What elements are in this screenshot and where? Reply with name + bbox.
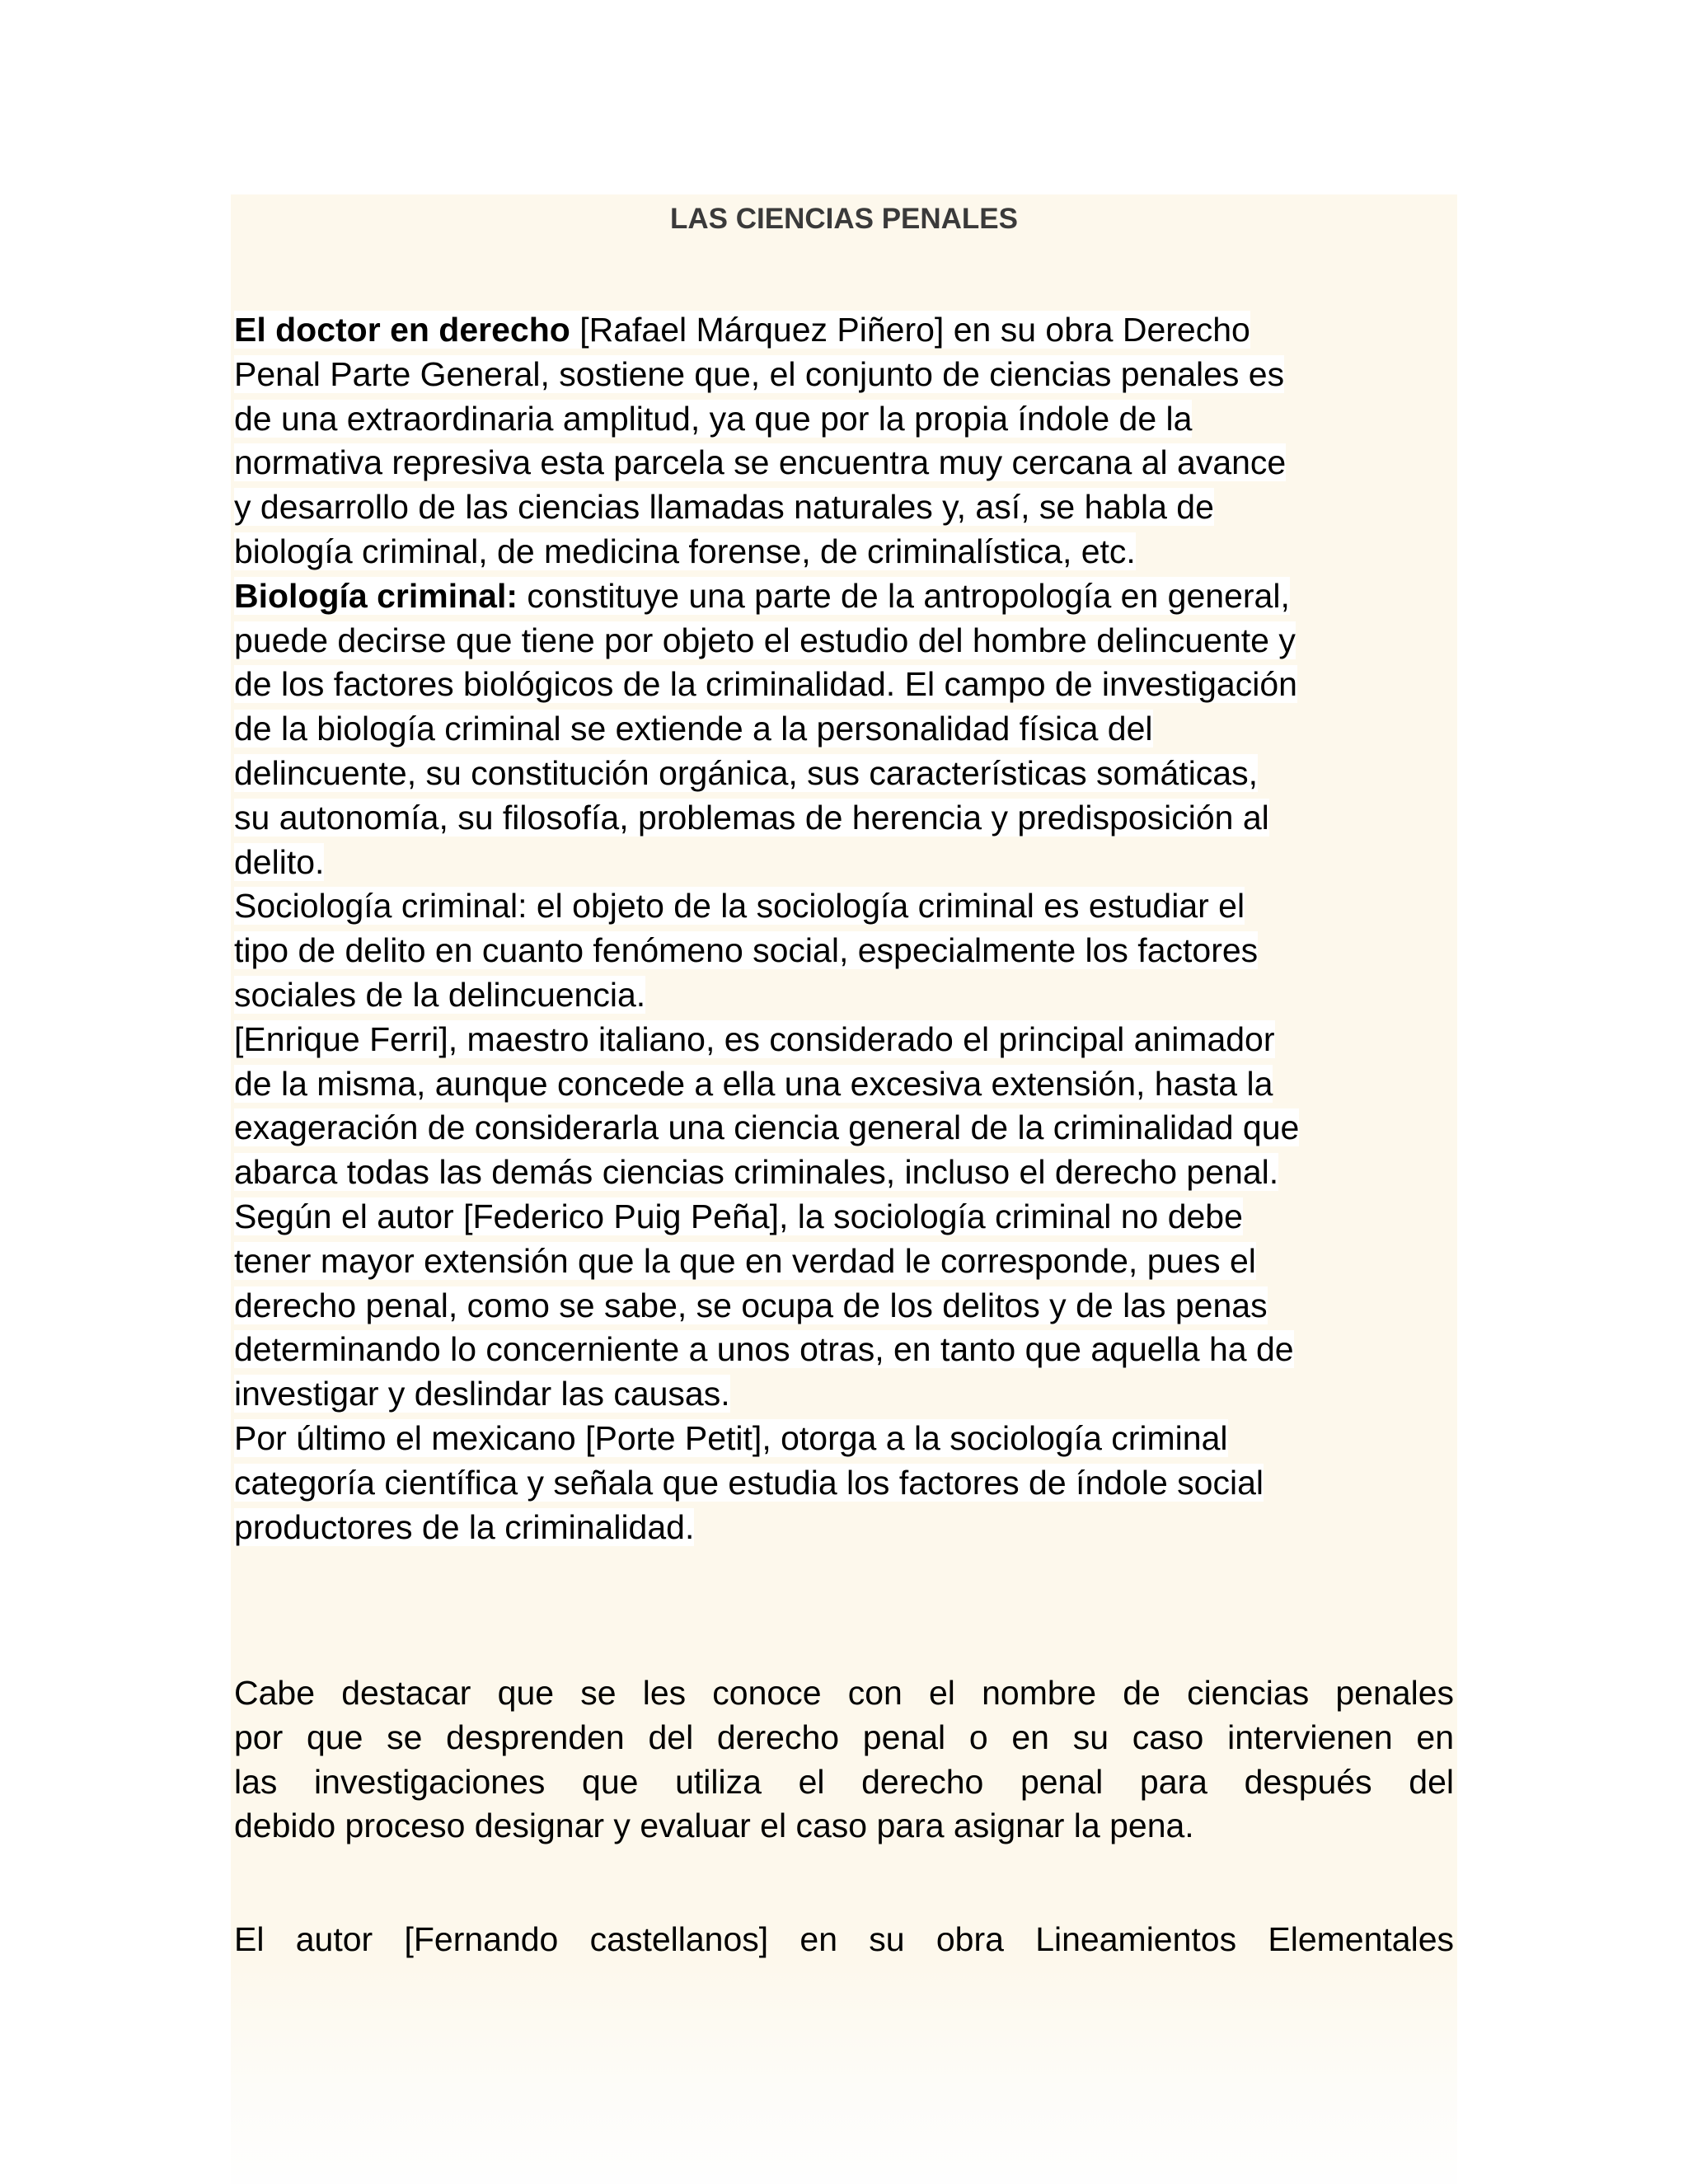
- line-text: sociales de la delincuencia.: [234, 975, 646, 1014]
- body-line: [234, 1106, 1454, 1151]
- body-line: [234, 973, 1454, 1018]
- line-text: [Enrique Ferri], maestro italiano, es considerado el principal animador: [234, 1019, 1275, 1058]
- line-text: categoría científica y señala que estudia los factores de índole social: [234, 1463, 1264, 1502]
- line-text: investigar y deslindar las causas.: [234, 1375, 730, 1413]
- body-line: [234, 884, 1454, 929]
- document-body: [234, 308, 1454, 1549]
- line-text: de la misma, aunque concede a ella una excesiva extensión, hasta la: [234, 1064, 1273, 1103]
- paragraph-ciencias-penales: [234, 1671, 1454, 1849]
- paragraph-fernando-castellanos: [234, 1918, 1454, 1962]
- line-text: y desarrollo de las ciencias llamadas naturales y, así, se habla de: [234, 488, 1214, 527]
- paragraph-line: El autor [Fernando castellanos] en su obra Lineamientos Elementales: [234, 1920, 1454, 1958]
- body-line: [234, 752, 1454, 796]
- body-line: [234, 1062, 1454, 1107]
- body-line: [234, 1018, 1454, 1062]
- body-line: [234, 1284, 1454, 1329]
- body-line: [234, 397, 1454, 442]
- body-line: [234, 1417, 1454, 1461]
- line-text: puede decirse que tiene por objeto el estudio del hombre delincuente y: [234, 621, 1296, 659]
- line-text: biología criminal, de medicina forense, de criminalística, etc.: [234, 532, 1136, 570]
- body-line: [234, 1372, 1454, 1417]
- body-line: [234, 1195, 1454, 1240]
- body-line: [234, 929, 1454, 973]
- body-line: [234, 485, 1454, 530]
- body-line: [234, 841, 1454, 885]
- body-line: [234, 1151, 1454, 1195]
- body-line: [234, 1328, 1454, 1372]
- line-text: derecho penal, como se sabe, se ocupa de los delitos y de las penas: [234, 1286, 1268, 1324]
- line-text: de una extraordinaria amplitud, ya que por la propia índole de la: [234, 399, 1193, 438]
- line-text: productores de la criminalidad.: [234, 1507, 695, 1546]
- line-text: de los factores biológicos de la criminalidad. El campo de investigación: [234, 665, 1297, 704]
- line-text: normativa represiva esta parcela se encuentra muy cercana al avance: [234, 443, 1287, 482]
- line-text: tipo de delito en cuanto fenómeno social, especialmente los factores: [234, 931, 1259, 970]
- body-line: [234, 707, 1454, 752]
- line-text: [Rafael Márquez Piñero] en su obra Derecho: [570, 311, 1250, 349]
- paragraph-line: por que se desprenden del derecho penal o en su caso intervienen en: [234, 1718, 1454, 1756]
- document-title: LAS CIENCIAS PENALES: [670, 203, 1018, 235]
- paragraph-line: las investigaciones que utiliza el derecho penal para después del: [234, 1762, 1454, 1801]
- line-text: determinando lo concerniente a unos otras, en tanto que aquella ha de: [234, 1330, 1294, 1369]
- body-line: [234, 441, 1454, 485]
- body-line: [234, 1240, 1454, 1284]
- bold-lead-in: El doctor en derecho: [234, 311, 570, 349]
- line-text: delincuente, su constitución orgánica, sus características somáticas,: [234, 753, 1258, 792]
- body-line: [234, 530, 1454, 574]
- line-text: delito.: [234, 842, 325, 881]
- body-line: [234, 1461, 1454, 1506]
- line-text: Sociología criminal: el objeto de la sociología criminal es estudiar el: [234, 887, 1245, 926]
- line-text: tener mayor extensión que la que en verdad le corresponde, pues el: [234, 1241, 1256, 1280]
- line-text: su autonomía, su filosofía, problemas de herencia y predisposición al: [234, 798, 1269, 837]
- line-text: Por último el mexicano [Porte Petit], otorga a la sociología criminal: [234, 1418, 1228, 1457]
- line-text: Penal Parte General, sostiene que, el conjunto de ciencias penales es: [234, 354, 1285, 393]
- body-line: [234, 663, 1454, 707]
- body-line: [234, 1506, 1454, 1550]
- line-text: de la biología criminal se extiende a la personalidad física del: [234, 710, 1153, 748]
- body-line: [234, 619, 1454, 663]
- body-line: [234, 796, 1454, 841]
- line-text: abarca todas las demás ciencias criminales, incluso el derecho penal.: [234, 1153, 1279, 1192]
- paragraph-line: Cabe destacar que se les conoce con el nombre de ciencias penales: [234, 1674, 1454, 1712]
- line-text: Según el autor [Federico Puig Peña], la sociología criminal no debe: [234, 1197, 1243, 1235]
- body-line: [234, 353, 1454, 397]
- body-line: [234, 574, 1454, 619]
- line-text: exageración de considerarla una ciencia general de la criminalidad que: [234, 1108, 1300, 1147]
- bold-lead-in: Biología criminal:: [234, 576, 518, 615]
- line-text: constituye una parte de la antropología en general,: [518, 576, 1290, 615]
- paragraph-line: debido proceso designar y evaluar el caso para asignar la pena.: [234, 1807, 1194, 1845]
- body-line: [234, 308, 1454, 353]
